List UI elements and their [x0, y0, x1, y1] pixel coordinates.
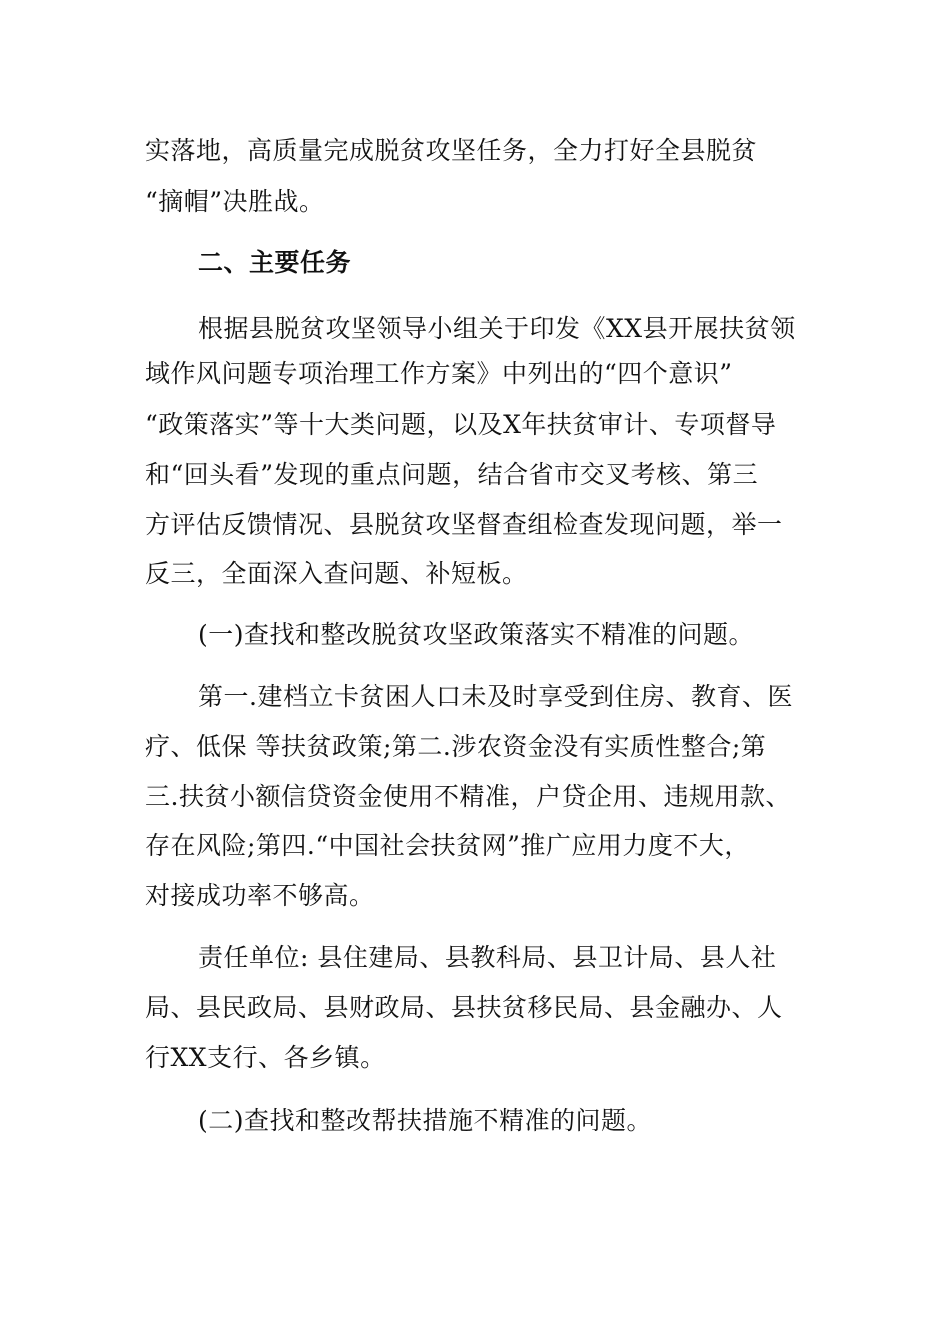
paragraph-line: 局、县民政局、县财政局、县扶贫移民局、县金融办、人	[145, 993, 783, 1022]
paragraph-line: 域作风问题专项治理工作方案》中列出的“四个意识”	[145, 359, 733, 388]
paragraph-line: 三.扶贫小额信贷资金使用不精准，户贷企用、违规用款、	[145, 782, 791, 811]
paragraph-line: 根据县脱贫攻坚领导小组关于印发《XX县开展扶贫领	[198, 314, 796, 343]
subsection-heading: (一)查找和整改脱贫攻坚政策落实不精准的问题。	[198, 620, 755, 649]
responsible-units-line: 责任单位: 县住建局、县教科局、县卫计局、县人社	[198, 943, 777, 972]
paragraph-line: 和“回头看”发现的重点问题，结合省市交叉考核、第三	[145, 460, 759, 489]
paragraph-line: “摘帽”决胜战。	[145, 187, 325, 216]
paragraph-line: 反三，全面深入查问题、补短板。	[145, 559, 528, 588]
paragraph-line: 对接成功率不够高。	[145, 881, 375, 910]
paragraph-line: 疗、低保 等扶贫政策;第二.涉农资金没有实质性整合;第	[145, 732, 767, 761]
paragraph-line: 行XX支行、各乡镇。	[145, 1043, 386, 1072]
paragraph-line: 第一.建档立卡贫困人口未及时享受到住房、教育、医	[198, 682, 793, 711]
paragraph-line: “政策落实”等十大类问题，以及X年扶贫审计、专项督导	[145, 410, 777, 439]
subsection-heading: (二)查找和整改帮扶措施不精准的问题。	[198, 1106, 653, 1135]
paragraph-line: 实落地，高质量完成脱贫攻坚任务，全力打好全县脱贫	[145, 136, 758, 165]
section-heading: 二、主要任务	[198, 248, 352, 277]
paragraph-line: 存在风险;第四.“中国社会扶贫网”推广应用力度不大，	[145, 831, 750, 860]
paragraph-line: 方评估反馈情况、县脱贫攻坚督查组检查发现问题，举一	[145, 510, 783, 539]
